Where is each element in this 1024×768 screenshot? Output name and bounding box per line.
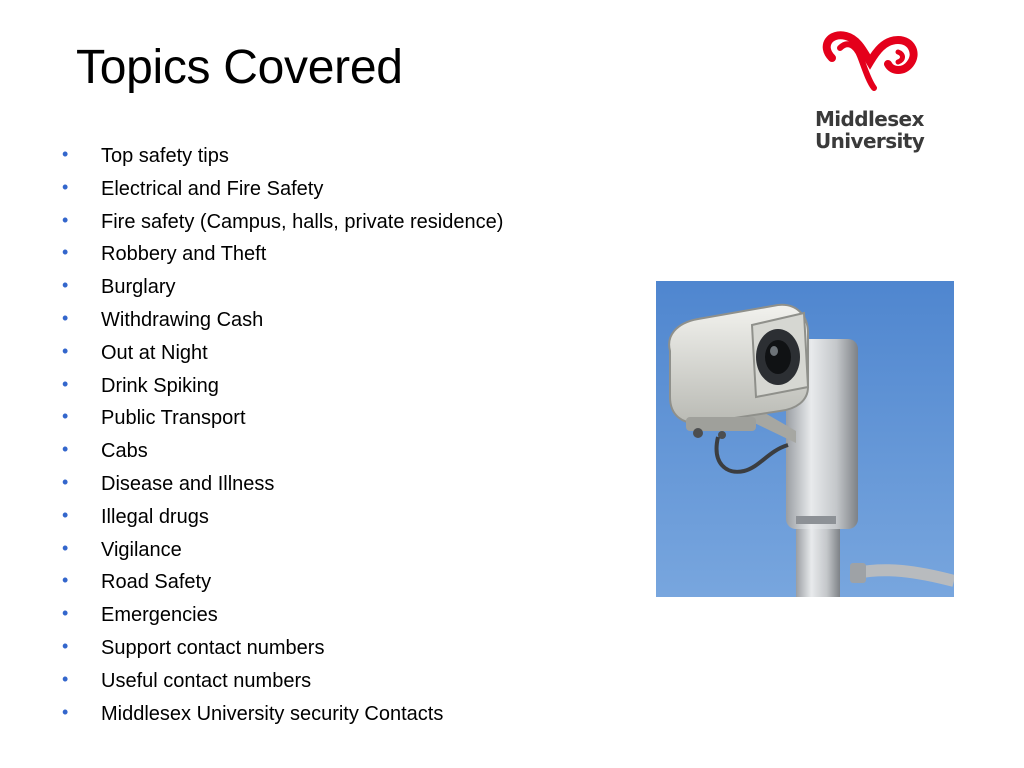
cctv-photo (656, 281, 954, 597)
middlesex-logo-mark-icon (818, 28, 922, 94)
topic-text: Cabs (101, 440, 148, 463)
topic-item (62, 173, 503, 206)
bullet-icon: • (62, 701, 69, 722)
topic-text: Illegal drugs (101, 505, 209, 528)
bullet-icon: • (62, 668, 69, 689)
bullet-icon: • (62, 635, 69, 656)
logo-wordmark (815, 108, 924, 152)
bullet-icon: • (62, 307, 69, 328)
topic-text: Road Safety (101, 571, 212, 594)
topic-text: Drink Spiking (101, 374, 219, 397)
topic-item (62, 534, 503, 567)
topic-item (62, 271, 503, 304)
bullet-icon: • (62, 439, 69, 460)
topic-item (62, 501, 503, 534)
bullet-icon: • (62, 209, 69, 230)
bullet-icon: • (62, 471, 69, 492)
topic-item (62, 140, 503, 173)
middlesex-university-logo (808, 28, 938, 160)
bullet-icon: • (62, 242, 69, 263)
bullet-icon: • (62, 570, 69, 591)
topic-item (62, 468, 503, 501)
cctv-camera-icon (656, 281, 954, 597)
topic-text: Vigilance (101, 538, 182, 561)
topic-text: Burglary (101, 276, 176, 299)
bullet-icon: • (62, 144, 69, 164)
topic-text: Support contact numbers (101, 636, 325, 659)
topic-item (62, 665, 503, 698)
topic-item (62, 337, 503, 370)
topic-text: Electrical and Fire Safety (101, 177, 324, 200)
topic-text: Fire safety (Campus, halls, private residence) (101, 210, 504, 233)
topic-text: Out at Night (101, 341, 208, 364)
bullet-icon: • (62, 176, 69, 197)
topic-item (62, 632, 503, 665)
topic-item (62, 599, 503, 632)
topic-text: Useful contact numbers (101, 669, 312, 692)
topics-list (62, 140, 503, 730)
bullet-icon: • (62, 537, 69, 558)
topic-text: Public Transport (101, 407, 246, 430)
logo-line-2: University (815, 129, 925, 153)
topic-text: Emergencies (101, 604, 218, 627)
bullet-icon: • (62, 406, 69, 427)
bullet-icon: • (62, 603, 69, 624)
topic-text: Withdrawing Cash (101, 308, 264, 331)
topic-item (62, 206, 503, 239)
topic-item (62, 435, 503, 468)
bullet-icon: • (62, 373, 69, 394)
bullet-icon: • (62, 504, 69, 525)
topic-item (62, 238, 503, 271)
topic-item (62, 698, 503, 731)
logo-line-1: Middlesex (815, 107, 924, 131)
topic-item (62, 304, 503, 337)
slide-title: Topics Covered (76, 41, 403, 94)
topic-item (62, 566, 503, 599)
bullet-icon: • (62, 340, 69, 361)
topic-text: Top safety tips (101, 145, 229, 167)
topic-text: Robbery and Theft (101, 243, 267, 266)
bullet-icon: • (62, 275, 69, 296)
topic-item (62, 402, 503, 435)
topic-text: Disease and Illness (101, 472, 275, 495)
topic-text: Middlesex University security Contacts (101, 702, 444, 725)
topic-item (62, 370, 503, 403)
